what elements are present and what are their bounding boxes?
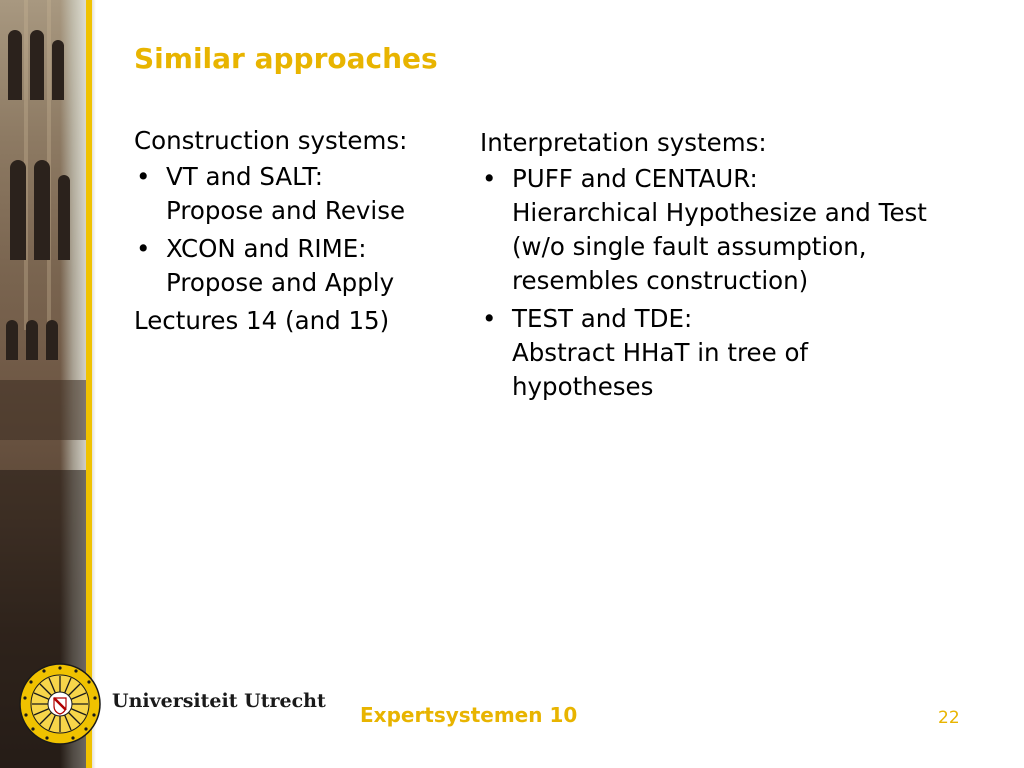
left-column-footer: Lectures 14 (and 15) xyxy=(134,306,390,335)
right-bullet-list xyxy=(480,162,1015,404)
list-item xyxy=(134,232,464,300)
page-number: 22 xyxy=(938,708,960,728)
left-bullet-list xyxy=(134,160,464,300)
list-item xyxy=(480,302,1015,404)
cathedral-photo xyxy=(0,0,86,768)
photo-window xyxy=(52,40,64,100)
list-item-detail: Propose and Apply xyxy=(166,268,395,297)
left-column-heading: Construction systems: xyxy=(134,126,408,155)
university-name: Universiteit Utrecht xyxy=(112,690,326,712)
bullet-icon: • xyxy=(136,234,151,263)
course-title: Expertsystemen 10 xyxy=(360,703,578,727)
list-item-line: resembles construction) xyxy=(512,266,809,295)
photo-rooftops xyxy=(0,380,86,440)
photo-window xyxy=(8,30,22,100)
right-column xyxy=(480,126,1015,408)
list-item xyxy=(480,162,1015,298)
photo-window xyxy=(46,320,58,360)
slide-title: Similar approaches xyxy=(134,42,438,75)
list-item-label: TEST and TDE: xyxy=(512,304,693,333)
bullet-icon: • xyxy=(482,164,497,193)
bullet-icon: • xyxy=(482,304,497,333)
photo-window xyxy=(10,160,26,260)
list-item-line: (w/o single fault assumption, xyxy=(512,232,867,261)
left-column xyxy=(134,124,464,338)
list-item-label: VT and SALT: xyxy=(166,162,323,191)
list-item-line: Hierarchical Hypothesize and Test xyxy=(512,198,927,227)
list-item-label: PUFF and CENTAUR: xyxy=(512,164,758,193)
photo-window xyxy=(58,175,70,260)
stripe-shadow xyxy=(92,0,96,768)
list-item-line: hypotheses xyxy=(512,372,654,401)
photo-window xyxy=(34,160,50,260)
list-item-line: Abstract HHaT in tree of xyxy=(512,338,809,367)
photo-window xyxy=(30,30,44,100)
photo-window xyxy=(6,320,18,360)
photo-window xyxy=(26,320,38,360)
list-item-detail: Propose and Revise xyxy=(166,196,406,225)
bullet-icon: • xyxy=(136,162,151,191)
list-item xyxy=(134,160,464,228)
right-column-heading: Interpretation systems: xyxy=(480,128,767,157)
university-seal-icon xyxy=(18,662,102,746)
list-item-label: XCON and RIME: xyxy=(166,234,367,263)
